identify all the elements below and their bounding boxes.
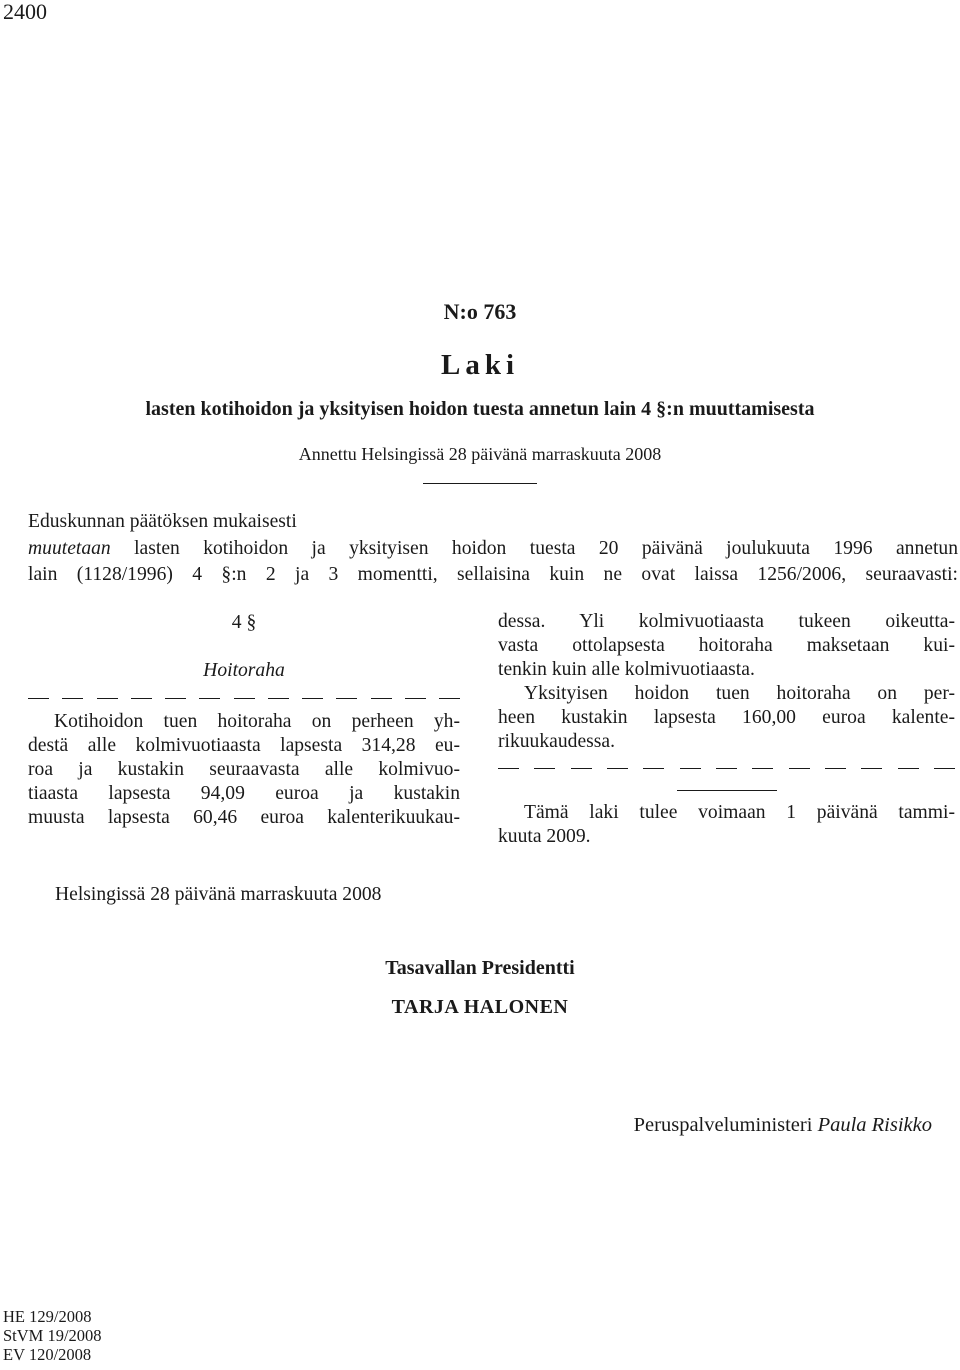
act-title: lasten kotihoidon ja yksityisen hoidon tuesta annetun lain 4 §:n muuttamisesta [145,398,815,420]
text-line: tenkin kuin alle kolmivuotiaasta. [498,659,755,680]
act-date: Annettu Helsingissä 28 päivänä marraskuuta 2008 [298,444,662,464]
text-line: tiaasta lapsesta 94,09 euroa ja kustakin [28,783,460,804]
section-paragraph-1 [28,710,460,830]
page-number: 2400 [3,0,47,24]
right-column [498,610,955,849]
preamble [28,509,958,589]
omission-dashes-bottom [498,756,955,780]
entry-into-force [498,801,955,849]
text-line: heen kustakin lapsesta 160,00 euroa kalente- [498,707,955,728]
signing-place-date: Helsingissä 28 päivänä marraskuuta 2008 [55,884,382,905]
section-number: 4 § [231,612,257,633]
section-paragraph-2 [498,682,955,754]
minister-signature [634,1112,932,1138]
section-end-rule [677,790,777,791]
text-line: vasta ottolapsesta hoitoraha maksetaan kui- [498,635,955,656]
text-line: muusta lapsesta 60,46 euroa kalenterikuukau- [28,807,460,828]
text-line: Tämä laki tulee voimaan 1 päivänä tammi- [524,802,955,823]
reference-ev: EV 120/2008 [3,1345,92,1364]
text-line: destä alle kolmivuotiaasta lapsesta 314,28 eu- [28,735,460,756]
section-heading: Hoitoraha [203,660,285,681]
text-line: dessa. Yli kolmivuotiaasta tukeen oikeutta- [498,611,955,632]
president-name: TARJA HALONEN [391,996,569,1018]
preamble-line-2-rest: lasten kotihoidon ja yksityisen hoidon tuesta 20 päivänä joulukuuta 1996 annetun [110,537,958,559]
act-number: N:o 763 [443,299,517,324]
reference-he: HE 129/2008 [3,1307,92,1326]
minister-name: Paula Risikko [817,1114,932,1136]
reference-stvm: StVM 19/2008 [3,1326,102,1345]
omission-dashes-top [28,686,460,710]
section-paragraph-1-cont [498,610,955,682]
text-line: roa ja kustakin seuraavasta alle kolmivuo- [28,759,460,780]
legislative-references [3,1307,102,1364]
preamble-line-1: Eduskunnan päätöksen mukaisesti [28,511,297,532]
preamble-line-2 [28,536,958,563]
minister-title: Peruspalveluministeri [633,1114,818,1136]
text-line: Yksityisen hoidon tuen hoitoraha on per- [524,683,955,704]
text-line: Kotihoidon tuen hoitoraha on perheen yh- [54,711,460,732]
left-column [28,610,460,830]
text-line: rikuukaudessa. [498,731,615,752]
preamble-emphasis: muutetaan [28,537,111,559]
preamble-line-3: lain (1128/1996) 4 §:n 2 ja 3 momentti, sellaisina kuin ne ovat laissa 1256/2006, seuraavasti: [28,564,958,585]
text-line: kuuta 2009. [498,826,591,847]
title-divider [423,483,537,484]
president-title: Tasavallan Presidentti [385,957,575,979]
act-type: Laki [440,349,520,381]
